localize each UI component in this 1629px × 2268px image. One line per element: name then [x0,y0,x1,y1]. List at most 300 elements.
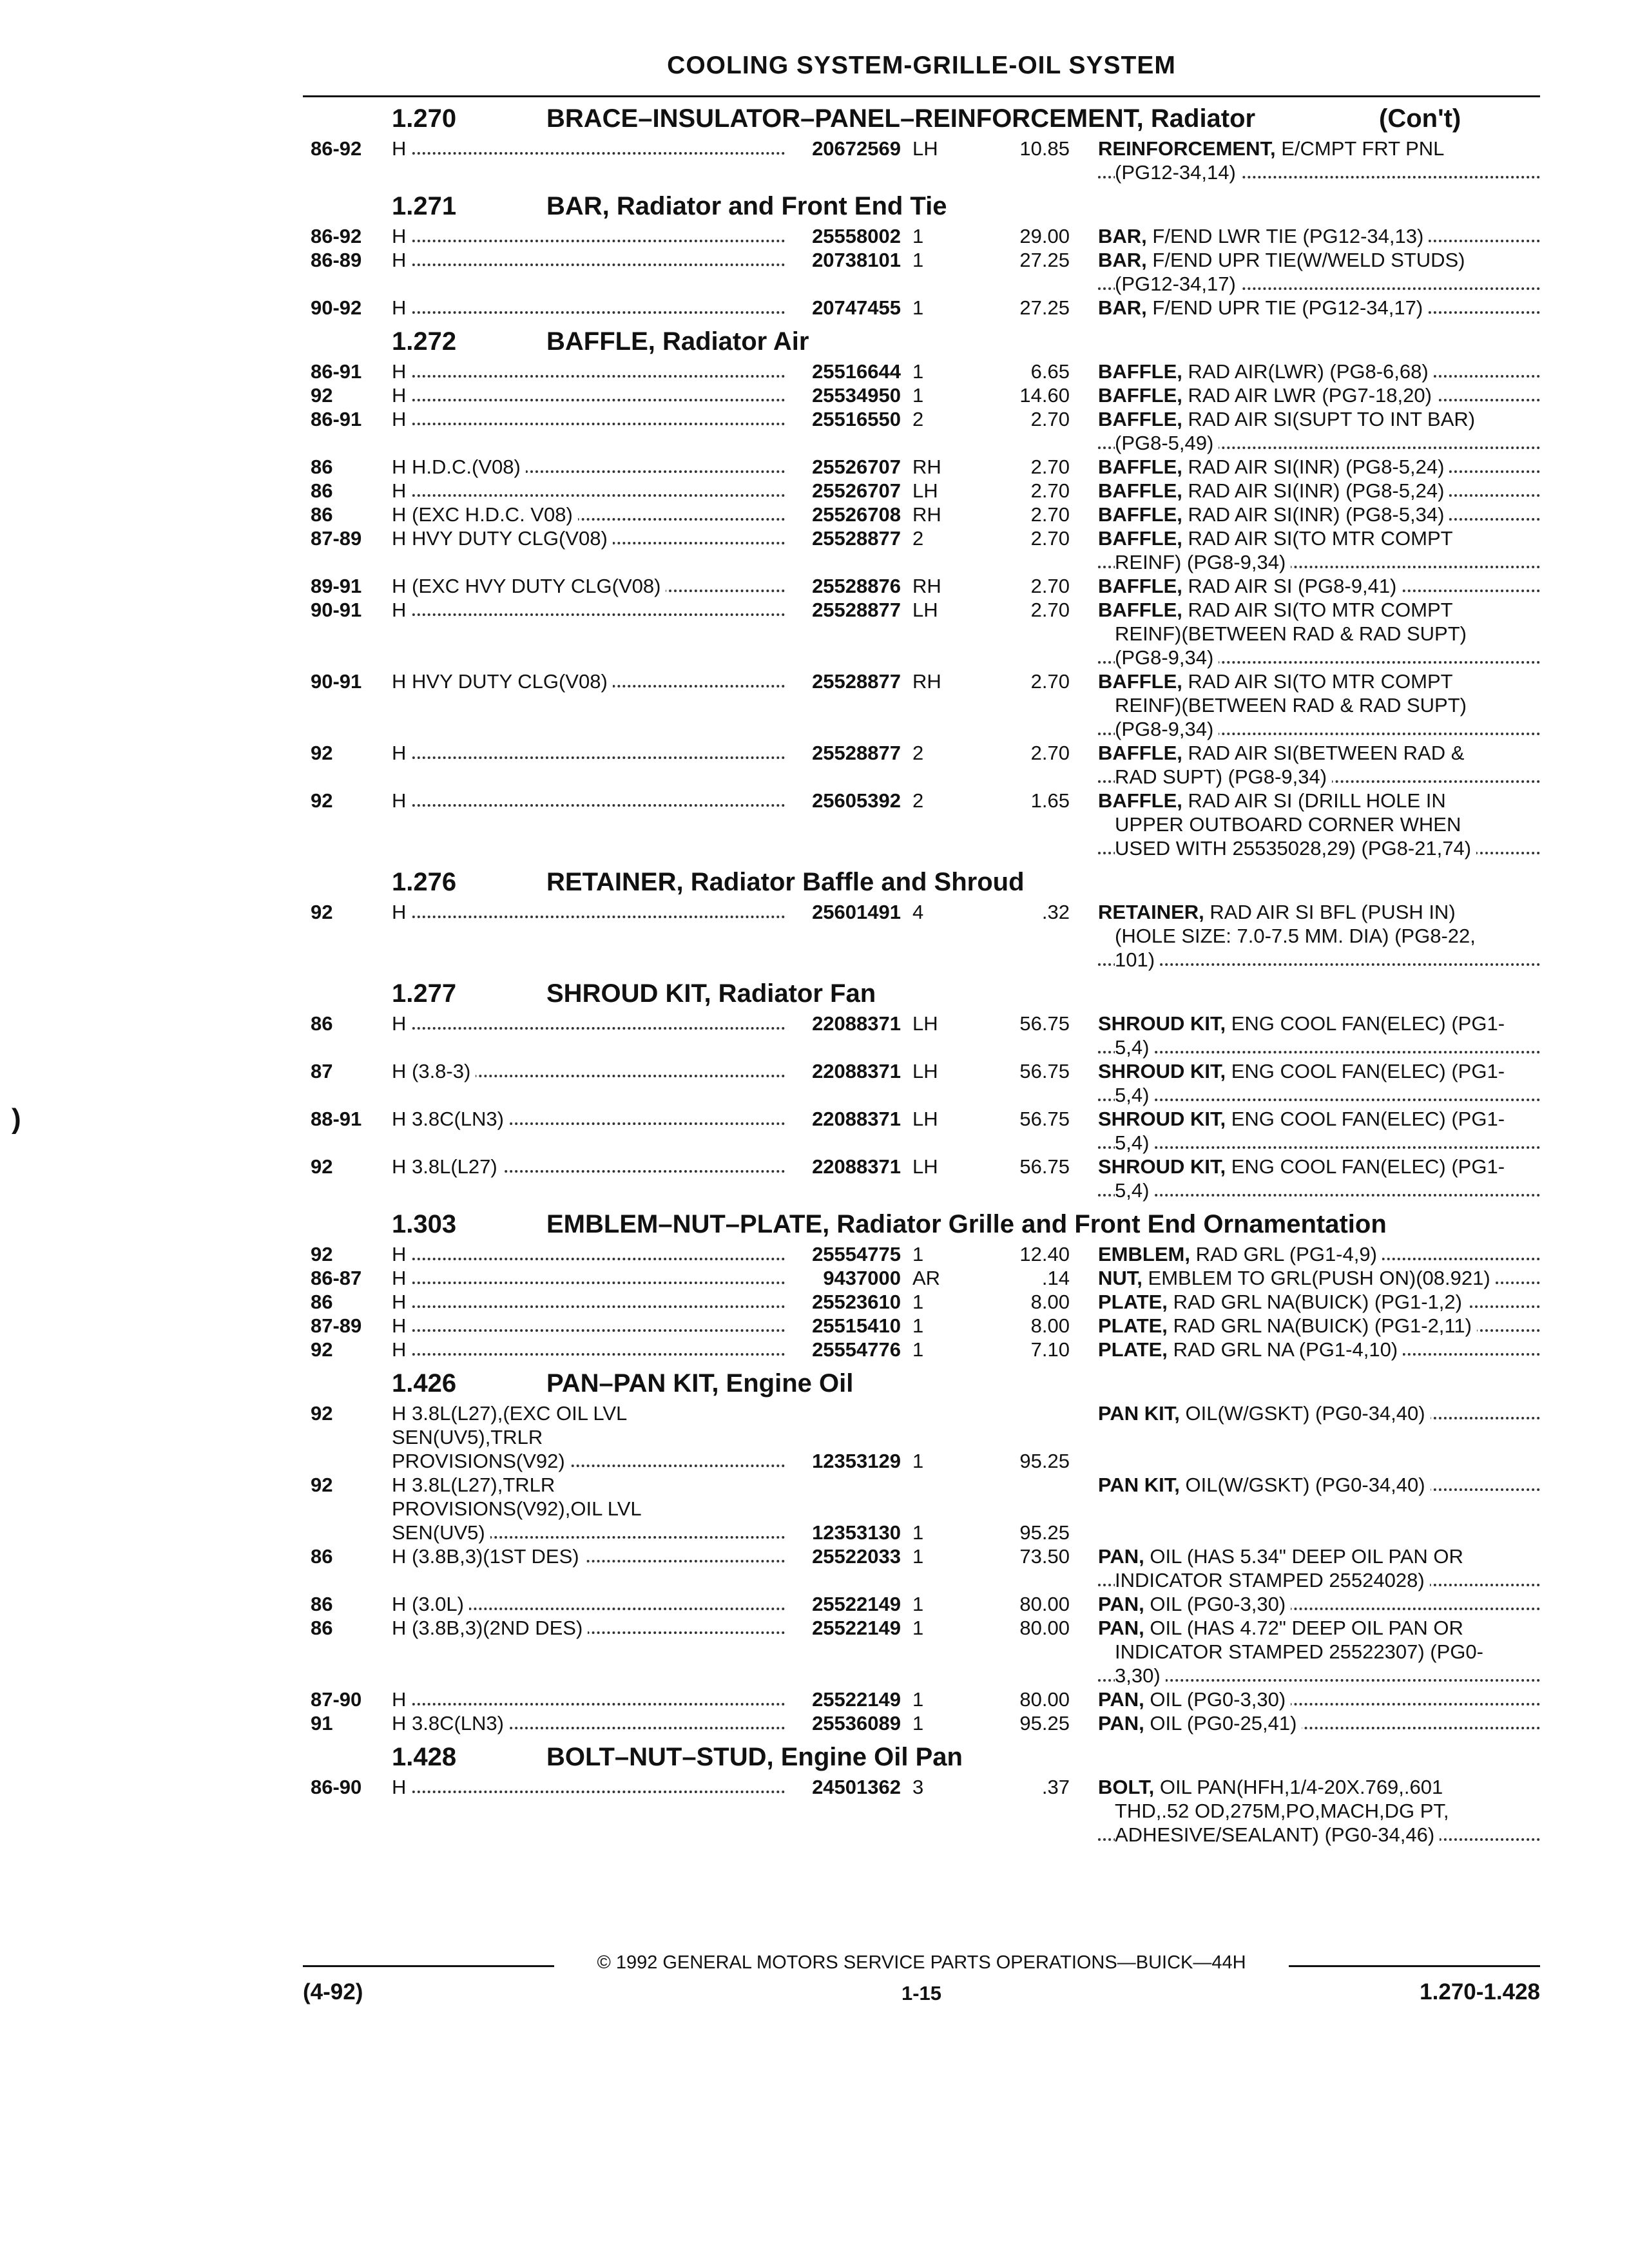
application-text: PROVISIONS(V92),OIL LVL [392,1497,642,1520]
footer-rule-left [303,1965,554,1967]
quantity: 1 [912,1338,924,1361]
model-years: 87-89 [311,1314,362,1337]
description-detail: ENG COOL FAN(ELEC) (PG1- [1231,1060,1505,1082]
quantity: 1 [912,1450,924,1472]
application-line [392,1290,791,1314]
model-years: 91 [311,1712,333,1735]
description [1098,1059,1543,1107]
application-text: SEN(UV5) [392,1521,490,1544]
application-text: H (3.8B,3)(2ND DES) [392,1617,588,1639]
description-noun: EMBLEM, [1098,1243,1190,1265]
section-number: 1.428 [392,1743,457,1771]
description-text [1098,296,1428,319]
application [392,598,791,622]
application-line [392,1012,791,1035]
table-row [303,1687,1540,1711]
application [392,900,791,924]
description-text [1098,670,1453,693]
price: .32 [1041,901,1070,923]
description-noun: RETAINER, [1098,901,1204,923]
application-line [392,360,791,383]
price: 14.60 [1019,384,1070,407]
model-years: 86-90 [311,1776,362,1798]
quantity: 2 [912,789,924,812]
description-noun: NUT, [1098,1267,1142,1289]
model-years: 90-91 [311,670,362,693]
description [1098,1775,1543,1847]
section-heading [303,860,1540,900]
description [1098,479,1543,503]
description-text [1098,1314,1477,1337]
description-detail: RAD AIR SI(SUPT TO INT BAR) [1188,408,1476,430]
description-line [1098,1290,1543,1314]
description [1098,1338,1543,1361]
description-text [1098,1617,1463,1639]
description-line [1098,1314,1543,1338]
description-detail: RAD AIR SI(TO MTR COMPT [1188,599,1453,621]
description-line [1098,741,1543,765]
section-number: 1.271 [392,192,457,220]
description-detail: OIL (PG0-3,30) [1150,1593,1286,1615]
application-text: H [392,384,411,407]
section-title: SHROUD KIT, Radiator Fan [546,979,876,1008]
price: 2.70 [1030,599,1070,621]
application-line [392,1242,791,1266]
model-years: 92 [311,1243,333,1265]
description-text [1098,225,1429,247]
table-row [303,248,1540,296]
application-line [392,789,791,812]
application [392,526,791,550]
application-line [392,1473,791,1497]
model-years: 89-91 [311,575,362,597]
description-noun: PAN, [1098,1712,1144,1735]
price: 27.25 [1019,249,1070,271]
description-detail: RAD AIR(LWR) (PG8-6,68) [1188,360,1429,383]
description-line [1098,1012,1543,1035]
part-number: 25554775 [812,1243,901,1265]
description-line [1098,137,1543,160]
description-text [1098,599,1453,621]
description-text: THD,.52 OD,275M,PO,MACH,DG PT, [1115,1800,1449,1822]
quantity: 1 [912,1688,924,1711]
description-detail: RAD AIR LWR (PG7-18,20) [1188,384,1432,407]
price: 10.85 [1019,137,1070,160]
quantity: 2 [912,408,924,430]
table-row [303,1059,1540,1107]
price: 95.25 [1019,1521,1070,1544]
application-text: H (EXC HVY DUTY CLG(V08) [392,575,666,597]
application-text: H (3.0L) [392,1593,469,1615]
quantity: 1 [912,225,924,247]
description [1098,1401,1543,1425]
description-line [1098,900,1543,924]
description-line [1098,1544,1543,1568]
application-text: H (3.8-3) [392,1060,476,1082]
table-row [303,383,1540,407]
application-text: H [392,1012,411,1035]
application-line [392,503,791,526]
application [392,224,791,248]
model-years: 86-92 [311,225,362,247]
table-row [303,1592,1540,1616]
model-years: 86-91 [311,360,362,383]
application-line [392,1401,791,1425]
description-noun: BAFFLE, [1098,479,1182,502]
quantity: LH [912,479,938,502]
section-title: EMBLEM–NUT–PLATE, Radiator Grille and Front End Ornamentation [546,1210,1387,1238]
description-detail: F/END LWR TIE (PG12-34,13) [1152,225,1424,247]
description-line [1098,296,1543,320]
description-line [1098,1083,1543,1107]
table-row [303,789,1540,860]
description-line [1098,1640,1543,1664]
description-detail: ENG COOL FAN(ELEC) (PG1- [1231,1012,1505,1035]
table-row [303,479,1540,503]
application-line [392,455,791,479]
model-years: 92 [311,1474,333,1496]
quantity: LH [912,137,938,160]
description-text: 5,4) [1115,1131,1154,1154]
description-text [1098,1243,1382,1265]
section-heading [303,1735,1540,1775]
description-line [1098,1338,1543,1361]
quantity: LH [912,1108,938,1130]
description-detail: RAD AIR SI (DRILL HOLE IN [1188,789,1446,812]
application [392,1544,791,1568]
quantity: 1 [912,384,924,407]
description-noun: BAFFLE, [1098,360,1182,383]
quantity: 1 [912,1593,924,1615]
quantity: RH [912,575,941,597]
application-line [392,1338,791,1361]
table-row [303,137,1540,184]
page-header [303,46,1540,97]
description [1098,224,1543,248]
part-number: 25523610 [812,1291,901,1313]
description-text: REINF)(BETWEEN RAD & RAD SUPT) [1115,694,1467,716]
price: 2.70 [1030,408,1070,430]
application [392,407,791,431]
part-number: 25554776 [812,1338,901,1361]
section-number: 1.270 [392,104,457,133]
table-row [303,741,1540,789]
model-years: 86 [311,503,333,526]
quantity: RH [912,456,941,478]
application [392,360,791,383]
section-title: RETAINER, Radiator Baffle and Shroud [546,868,1025,896]
description-noun: BAFFLE, [1098,384,1182,407]
quantity: 2 [912,527,924,550]
section-heading [303,1361,1540,1401]
description-text [1098,1108,1505,1130]
section-heading [303,972,1540,1012]
application-text: H HVY DUTY CLG(V08) [392,670,613,693]
table-row [303,224,1540,248]
footer-date: (4-92) [303,1979,363,2004]
price: 2.70 [1030,479,1070,502]
description-noun: PAN, [1098,1593,1144,1615]
application [392,503,791,526]
description-noun: BAFFLE, [1098,456,1182,478]
description-noun: PAN, [1098,1688,1144,1711]
description-line [1098,693,1543,717]
parts-catalog-listing [303,97,1540,1847]
table-row [303,900,1540,972]
application [392,1338,791,1361]
section-number: 1.272 [392,327,457,356]
description-text: (PG12-34,14) [1115,161,1241,184]
application-line [392,1711,791,1735]
application-text: H 3.8L(L27),TRLR [392,1474,555,1496]
footer-page-number: 1-15 [901,1982,942,2004]
margin-mark: ) [12,1103,21,1135]
table-row [303,503,1540,526]
price: 56.75 [1019,1155,1070,1178]
part-number: 20738101 [812,249,901,271]
description-detail: RAD GRL NA (PG1-4,10) [1173,1338,1398,1361]
application-line [392,526,791,550]
description-line [1098,1687,1543,1711]
description-line [1098,503,1543,526]
table-row [303,1401,1540,1473]
quantity: 4 [912,901,924,923]
application-line [392,900,791,924]
description-line [1098,622,1543,646]
application-text: H [392,1776,411,1798]
application [392,1266,791,1290]
description [1098,1711,1543,1735]
description-text [1098,249,1465,271]
description-text: UPPER OUTBOARD CORNER WHEN [1115,813,1461,836]
table-row [303,360,1540,383]
price: 95.25 [1019,1450,1070,1472]
description-noun: PLATE, [1098,1338,1168,1361]
description-text: (PG8-5,49) [1115,432,1219,454]
section-heading [303,184,1540,224]
application [392,1012,791,1035]
description-line [1098,1823,1543,1847]
application [392,383,791,407]
description-text [1098,1267,1496,1289]
description-line [1098,1059,1543,1083]
quantity: RH [912,503,941,526]
application [392,1775,791,1799]
description-text [1098,479,1449,502]
model-years: 86 [311,456,333,478]
description [1098,1592,1543,1616]
description-text: REINF) (PG8-9,34) [1115,551,1291,573]
description-text [1098,137,1444,160]
price: 80.00 [1019,1688,1070,1711]
description-noun: PAN, [1098,1545,1144,1568]
description-detail: F/END UPR TIE(W/WELD STUDS) [1152,249,1465,271]
description-text [1098,1060,1505,1082]
description [1098,455,1543,479]
description-line [1098,479,1543,503]
section-number: 1.303 [392,1210,457,1238]
description-text: RAD SUPT) (PG8-9,34) [1115,765,1332,788]
description [1098,360,1543,383]
application-line [392,1592,791,1616]
part-number: 25528877 [812,527,901,550]
description-text [1098,901,1456,923]
application-line [392,1155,791,1178]
application-text: H 3.8L(L27),(EXC OIL LVL [392,1402,628,1425]
price: 6.65 [1030,360,1070,383]
description-text: (PG8-9,34) [1115,718,1219,740]
quantity: 2 [912,742,924,764]
model-years: 90-92 [311,296,362,319]
description [1098,669,1543,741]
application-text: H [392,599,411,621]
application-line [392,1266,791,1290]
description-line [1098,526,1543,550]
description-text: REINF)(BETWEEN RAD & RAD SUPT) [1115,622,1467,645]
description-line [1098,1266,1543,1290]
application-line [392,224,791,248]
table-row [303,526,1540,574]
quantity: 1 [912,296,924,319]
description-line [1098,1664,1543,1687]
part-number: 25516550 [812,408,901,430]
description-line [1098,407,1543,431]
part-number: 24501362 [812,1776,901,1798]
application [392,1687,791,1711]
part-number: 25558002 [812,225,901,247]
page-footer [303,1952,1540,2036]
description-text [1098,384,1437,407]
quantity: 1 [912,360,924,383]
application-text: H [392,901,411,923]
application [392,1401,791,1473]
model-years: 90-91 [311,599,362,621]
description-detail: F/END UPR TIE (PG12-34,17) [1152,296,1423,319]
model-years: 92 [311,1338,333,1361]
footer-rule-right [1289,1965,1540,1967]
part-number: 22088371 [812,1060,901,1082]
description [1098,1544,1543,1592]
description-text [1098,789,1446,812]
description-noun: BAR, [1098,225,1147,247]
quantity: 1 [912,1243,924,1265]
part-number: 25528877 [812,670,901,693]
description-noun: BAR, [1098,249,1147,271]
description [1098,1266,1543,1290]
description-text [1098,1338,1403,1361]
quantity: 1 [912,1712,924,1735]
application [392,669,791,693]
application-text: H [392,360,411,383]
part-number: 20672569 [812,137,901,160]
model-years: 86 [311,1617,333,1639]
description-text: INDICATOR STAMPED 25524028) [1115,1569,1430,1591]
description [1098,900,1543,972]
model-years: 86 [311,1291,333,1313]
description [1098,296,1543,320]
description-noun: PAN KIT, [1098,1474,1180,1496]
description-text [1098,1776,1443,1798]
application-line [392,1616,791,1640]
section-number: 1.426 [392,1369,457,1398]
price: 2.70 [1030,527,1070,550]
application-text: SEN(UV5),TRLR [392,1426,543,1448]
description-line [1098,1592,1543,1616]
description-detail: RAD AIR SI(BETWEEN RAD & [1188,742,1465,764]
application-line [392,574,791,598]
application-line [392,1425,791,1449]
model-years: 86-92 [311,137,362,160]
description-detail: RAD AIR SI(INR) (PG8-5,34) [1188,503,1445,526]
part-number: 25516644 [812,360,901,383]
model-years: 86 [311,1593,333,1615]
description-text: (HOLE SIZE: 7.0-7.5 MM. DIA) (PG8-22, [1115,925,1476,947]
section-title: PAN–PAN KIT, Engine Oil [546,1369,854,1398]
application-line [392,1059,791,1083]
quantity: 1 [912,1617,924,1639]
description-noun: BAFFLE, [1098,670,1182,693]
application-line [392,1775,791,1799]
application-text: H [392,137,411,160]
description-noun: REINFORCEMENT, [1098,137,1276,160]
price: 80.00 [1019,1617,1070,1639]
description [1098,741,1543,789]
application-line [392,137,791,160]
application-line [392,1687,791,1711]
description-text [1098,1688,1291,1711]
description-noun: PLATE, [1098,1291,1168,1313]
application-text: H [392,1338,411,1361]
price: 8.00 [1030,1314,1070,1337]
quantity: LH [912,599,938,621]
section-heading [303,320,1540,360]
description-detail: OIL(W/GSKT) (PG0-34,40) [1185,1402,1425,1425]
description-line [1098,1155,1543,1178]
application [392,1314,791,1338]
price: 73.50 [1019,1545,1070,1568]
description [1098,574,1543,598]
description-noun: SHROUD KIT, [1098,1060,1226,1082]
description-line [1098,1711,1543,1735]
application [392,741,791,765]
table-row [303,1266,1540,1290]
application [392,296,791,320]
description-noun: PAN, [1098,1617,1144,1639]
application-line [392,407,791,431]
description-line [1098,248,1543,272]
description [1098,248,1543,296]
description-detail: OIL (PG0-3,30) [1150,1688,1286,1711]
section-number: 1.277 [392,979,457,1008]
price: 7.10 [1030,1338,1070,1361]
part-number: 25536089 [812,1712,901,1735]
section-title: BAR, Radiator and Front End Tie [546,192,947,220]
application-line [392,598,791,622]
application-line [392,1314,791,1338]
description-detail: RAD AIR SI (PG8-9,41) [1188,575,1397,597]
description-text: USED WITH 25535028,29) (PG8-21,74) [1115,837,1476,860]
section-title: BOLT–NUT–STUD, Engine Oil Pan [546,1743,963,1771]
footer-copyright: © 1992 GENERAL MOTORS SERVICE PARTS OPERATIONS—BUICK—44H [597,1952,1246,1973]
application [392,1616,791,1640]
application-text: H [392,225,411,247]
description-noun: BAFFLE, [1098,527,1182,550]
description-line [1098,646,1543,669]
description-line [1098,948,1543,972]
description-detail: ENG COOL FAN(ELEC) (PG1- [1231,1108,1505,1130]
table-row [303,1314,1540,1338]
description-line [1098,383,1543,407]
